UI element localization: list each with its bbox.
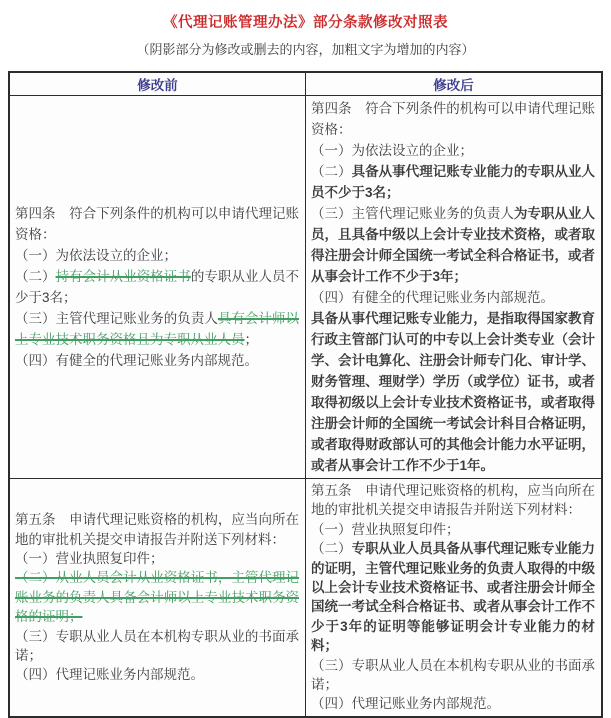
after-cell (306, 96, 603, 479)
text-run: （一）为依法设立的企业； (15, 248, 177, 263)
paragraph (15, 350, 299, 371)
column-header-before: 修改前 (9, 72, 306, 96)
text-run: （四）代理记账业务内部规范。 (311, 696, 500, 712)
table-header (9, 72, 602, 96)
added-text: 为专职从业人员，且具备中级以上会计专业技术资格，或者取得注册会计师全国统一考试全科合格证书，或者从事会计工作不少于3年； (311, 206, 595, 284)
page-subtitle: （阴影部分为修改或删去的内容，加粗文字为增加的内容） (136, 42, 475, 57)
added-text: 具备从事代理记账专业能力的专职从业人员不少于3名； (311, 164, 596, 200)
added-text: 具备从事代理记账专业能力，是指取得国家教育行政主管部门认可的中专以上会计类专业（会计学、会计电算化、注册会计师专门化、审计学、财务管理、理财学）学历（或学位）证书，或者取得初级以上会计专业技术资格证书，或者取得注册会计师的全国统一考试会计科目合格证明，或者取得财政部认可的其他会计能力水平证明，或者从事会计工作不少于1年。 (311, 311, 595, 473)
added-text: 专职从业人员具备从事代理记账专业能力的证明，主管代理记账业务的负责人取得的中级以上会计专业技术资格证书、或者注册会计师全国统一考试全科合格证书、或者从事会计工作不少于3年的证明等能够证明会计专业能力的材料； (311, 541, 596, 654)
paragraph (15, 568, 299, 626)
page-title: 《代理记账管理办法》部分条款修改对照表 (163, 15, 448, 31)
paragraph (15, 665, 299, 684)
paragraph (311, 287, 595, 308)
text-run: （二） (311, 164, 352, 179)
paragraph (311, 203, 595, 287)
paragraph (311, 481, 595, 520)
table-row (9, 479, 602, 717)
header-row (9, 72, 602, 96)
before-cell (9, 479, 306, 717)
comparison-table (8, 71, 603, 718)
after-cell (306, 479, 603, 717)
text-run: 第四条 符合下列条件的机构可以申请代理记账资格： (15, 206, 299, 242)
paragraph (311, 520, 595, 539)
paragraph (311, 694, 595, 713)
document-page (0, 11, 611, 718)
text-run: （四）代理记账业务内部规范。 (15, 667, 204, 683)
text-run: ； (244, 332, 258, 347)
text-run: （一）为依法设立的企业； (311, 143, 473, 158)
text-run: （二） (311, 541, 352, 557)
paragraph (15, 203, 299, 245)
deleted-text: 持有会计从业资格证书 (55, 269, 191, 284)
text-run: （三）主管代理记账业务的负责人 (15, 311, 218, 326)
paragraph (311, 308, 595, 476)
text-run: （三）专职从业人员在本机构专职从业的书面承诺； (311, 657, 595, 693)
text-run: （四）有健全的代理记账业务内部规范。 (311, 290, 554, 305)
text-run: （一）营业执照复印件； (15, 550, 164, 566)
paragraph (15, 266, 299, 308)
paragraph (15, 245, 299, 266)
deleted-text: 具有会计师以上专业技术职务资格且为专职从业人员 (15, 311, 299, 347)
before-cell (9, 96, 306, 479)
text-run: （三）专职从业人员在本机构专职从业的书面承诺； (15, 628, 299, 663)
paragraph (311, 539, 595, 655)
table-body (9, 96, 602, 717)
deleted-text: （二）从业人员会计从业资格证书，主管代理记账业务的负责人具备会计师以上专业技术职务资格的证明； (15, 570, 299, 625)
text-run: （一）营业执照复印件； (311, 521, 460, 537)
text-run: 第五条 申请代理记账资格的机构，应当向所在地的审批机关提交申请报告并附送下列材料： (15, 512, 299, 547)
text-run: 第五条 申请代理记账资格的机构，应当向所在地的审批机关提交申请报告并附送下列材料： (311, 483, 595, 518)
paragraph (15, 627, 299, 666)
paragraph (311, 98, 595, 140)
paragraph (15, 549, 299, 568)
text-run: 的专职从业人员不少于3名； (15, 269, 300, 305)
text-run: （四）有健全的代理记账业务内部规范。 (15, 353, 258, 368)
text-run: （三）主管代理记账业务的负责人 (311, 206, 514, 221)
text-run: 第四条 符合下列条件的机构可以申请代理记账资格： (311, 101, 595, 137)
paragraph (311, 140, 595, 161)
paragraph (311, 656, 595, 695)
paragraph (15, 510, 299, 549)
column-header-after: 修改后 (306, 72, 603, 96)
paragraph (15, 308, 299, 350)
text-run: （二） (15, 269, 56, 284)
table-row (9, 96, 602, 479)
paragraph (311, 161, 595, 203)
